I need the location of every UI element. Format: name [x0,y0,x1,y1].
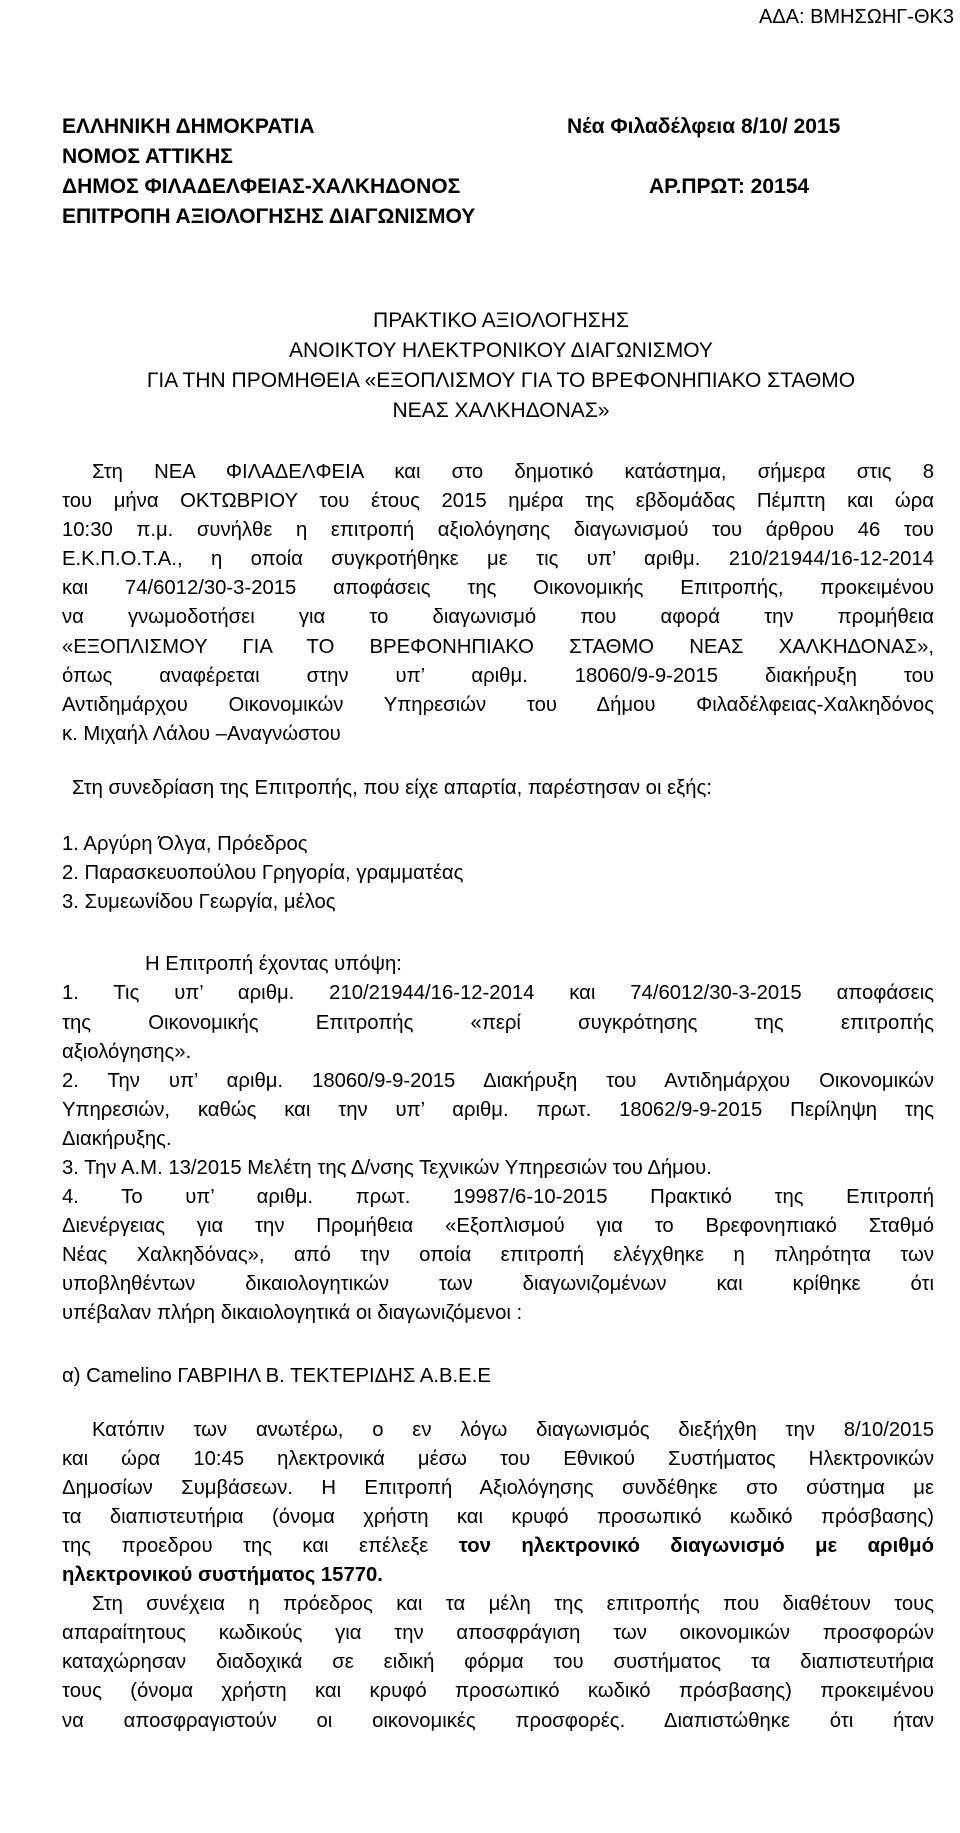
consideration-line: Υπηρεσιών, καθώς και την υπ’ αριθμ. πρωτ. 18062/9-9-2015 Περίληψη της [62,1098,934,1121]
paragraph-line: Στη συνέχεια η πρόεδρος και τα μέλη της επιτροπής που διαθέτουν τους [92,1593,934,1616]
paragraph-line [62,1532,934,1561]
session-line: Στη συνεδρίαση της Επιτροπής, που είχε απαρτία, παρέστησαν οι εξής: [72,776,712,799]
document-body [62,458,934,1736]
unsealing-paragraph [62,1590,934,1735]
paragraph-bold-text: ηλεκτρονικού συστήματος 15770. [62,1564,383,1587]
intro-line: όπως αναφέρεται στην υπ’ αριθμ. 18060/9-9-2015 διακήρυξη του [62,664,934,687]
title-line: ΓΙΑ ΤΗΝ ΠΡΟΜΗΘΕΙΑ «ΕΞΟΠΛΙΣΜΟΥ ΓΙΑ ΤΟ ΒΡΕΦΟΝΗΠΙΑΚΟ ΣΤΑΘΜΟ [146,369,856,392]
letterhead-row-3 [62,172,940,202]
consideration-line: Διακήρυξης. [62,1127,172,1150]
paragraph-line: τους (όνομα χρήστη και κρυφό προσωπικό κωδικό πρόσβασης) προκειμένου [62,1680,934,1703]
protocol-number: ΑΡ.ΠΡΩΤ: 20154 [649,175,810,198]
members-list [62,830,934,917]
letterhead-row-2 [62,142,940,172]
paragraph-line: Δημοσίων Συμβάσεων. Η Επιτροπή Αξιολόγησης συνδέθηκε στο σύστημα με [62,1476,934,1499]
member-item: 2. Παρασκευοπούλου Γρηγορία, γραμματέας [62,862,464,885]
considerations-list [62,979,934,1328]
member-item: 1. Αργύρη Όλγα, Πρόεδρος [62,833,308,856]
country-name: ΕΛΛΗΝΙΚΗ ΔΗΜΟΚΡΑΤΙΑ [62,115,315,138]
consideration-line: υπέβαλαν πλήρη δικαιολογητικά οι διαγωνιζόμενοι : [62,1302,523,1325]
paragraph-line: απαραίτητους κωδικούς για την αποσφράγιση των οικονομικών προσφορών [62,1622,934,1645]
intro-line: Ε.Κ.Π.Ο.Τ.Α., η οποία συγκροτήθηκε με τις υπ’ αριθμ. 210/21944/16-12-2014 [62,548,934,571]
letterhead-row-4 [62,202,940,232]
intro-paragraph [62,458,934,749]
paragraph-line: Κατόπιν των ανωτέρω, ο εν λόγω διαγωνισμός διεξήχθη την 8/10/2015 [92,1418,934,1441]
consideration-line: υποβληθέντων δικαιολογητικών των διαγωνιζομένων και κρίθηκε ότι [62,1273,934,1296]
consideration-line: 3. Την Α.Μ. 13/2015 Μελέτη της Δ/νσης Τεχνικών Υπηρεσιών του Δήμου. [62,1156,712,1179]
intro-line: και 74/6012/30-3-2015 αποφάσεις της Οικονομικής Επιτροπής, προκειμένου [62,577,934,600]
intro-line: κ. Μιχαήλ Λάλου –Αναγνώστου [62,722,341,745]
ada-code: ΑΔΑ: ΒΜΗΣΩΗΓ-ΘΚ3 [758,6,954,28]
consideration-line: 4. Το υπ’ αριθμ. πρωτ. 19987/6-10-2015 Πρακτικό της Επιτροπή [62,1186,934,1209]
paragraph-line: τα διαπιστευτήρια (όνομα χρήστη και κρυφό προσωπικό κωδικό πρόσβασης) [62,1505,934,1528]
paragraph-line [62,1561,934,1590]
intro-line: Αντιδημάρχου Οικονομικών Υπηρεσιών του Δήμου Φιλαδέλφειας-Χαλκηδόνος [62,693,934,716]
municipality-name: ΔΗΜΟΣ ΦΙΛΑΔΕΛΦΕΙΑΣ-ΧΑΛΚΗΔΟΝΟΣ [62,175,461,198]
consideration-line: αξιολόγησης». [62,1040,192,1063]
paragraph-line: να αποσφραγιστούν οι οικονομικές προσφορές. Διαπιστώθηκε ότι ήταν [62,1709,934,1732]
letterhead-row-1 [62,112,940,142]
paragraph-line: και ώρα 10:45 ηλεκτρονικά μέσω του Εθνικού Συστήματος Ηλεκτρονικών [62,1447,934,1470]
intro-line: Στη ΝΕΑ ΦΙΛΑΔΕΛΦΕΙΑ και στο δημοτικό κατάστημα, σήμερα στις 8 [92,461,934,483]
proceedings-paragraph [62,1416,934,1591]
consideration-line: Νέας Χαλκηδόνας», από την οποία επιτροπή ελέγχθηκε η πληρότητα των [62,1244,934,1267]
document-title [62,306,940,426]
paragraph-text: της προεδρου της και επέλεξε [62,1535,429,1557]
intro-line: να γνωμοδοτήσει για το διαγωνισμό που αφορά την προμήθεια [62,606,934,629]
letterhead [62,112,940,232]
consideration-line: της Οικονομικής Επιτροπής «περί συγκρότησης της επιτροπής [62,1011,934,1034]
considering-label: Η Επιτροπή έχοντας υπόψη: [145,953,402,976]
intro-line: του μήνα ΟΚΤΩΒΡΙΟΥ του έτους 2015 ημέρα της εβδομάδας Πέμπτη και ώρα [62,490,934,513]
intro-line: «ΕΞΟΠΛΙΣΜΟΥ ΓΙΑ ΤΟ ΒΡΕΦΟΝΗΠΙΑΚΟ ΣΤΑΘΜΟ ΝΕΑΣ ΧΑΛΚΗΔΟΝΑΣ», [62,635,934,658]
title-line: ΠΡΑΚΤΙΚΟ ΑΞΙΟΛΟΓΗΣΗΣ [373,309,629,332]
intro-line: 10:30 π.μ. συνήλθε η επιτροπή αξιολόγησης διαγωνισμού του άρθρου 46 του [62,519,934,542]
bidder-line: α) Camelino ΓΑΒΡΙΗΛ Β. ΤΕΚΤΕΡΙΔΗΣ Α.Β.Ε.Ε [62,1364,491,1387]
paragraph-line: καταχώρησαν διαδοχικά σε ειδική φόρμα του συστήματος τα διαπιστευτήρια [62,1651,934,1674]
consideration-line: 1. Τις υπ’ αριθμ. 210/21944/16-12-2014 και 74/6012/30-3-2015 αποφάσεις [62,982,934,1005]
paragraph-bold-text: τον ηλεκτρονικό διαγωνισμό με αριθμό [458,1535,934,1557]
committee-name: ΕΠΙΤΡΟΠΗ ΑΞΙΟΛΟΓΗΣΗΣ ΔΙΑΓΩΝΙΣΜΟΥ [62,205,476,228]
member-item: 3. Συμεωνίδου Γεωργία, μέλος [62,891,336,914]
place-date: Νέα Φιλαδέλφεια 8/10/ 2015 [567,115,841,138]
title-line: ΝΕΑΣ ΧΑΛΚΗΔΟΝΑΣ» [392,399,610,422]
consideration-line: Διενέργειας για την Προμήθεια «Εξοπλισμού για το Βρεφονηπιακό Σταθμό [62,1215,934,1238]
title-line: ΑΝΟΙΚΤΟΥ ΗΛΕΚΤΡΟΝΙΚΟΥ ΔΙΑΓΩΝΙΣΜΟΥ [289,339,713,362]
consideration-line: 2. Την υπ’ αριθμ. 18060/9-9-2015 Διακήρυξη του Αντιδημάρχου Οικονομικών [62,1069,934,1092]
prefecture-name: ΝΟΜΟΣ ΑΤΤΙΚΗΣ [62,145,233,168]
